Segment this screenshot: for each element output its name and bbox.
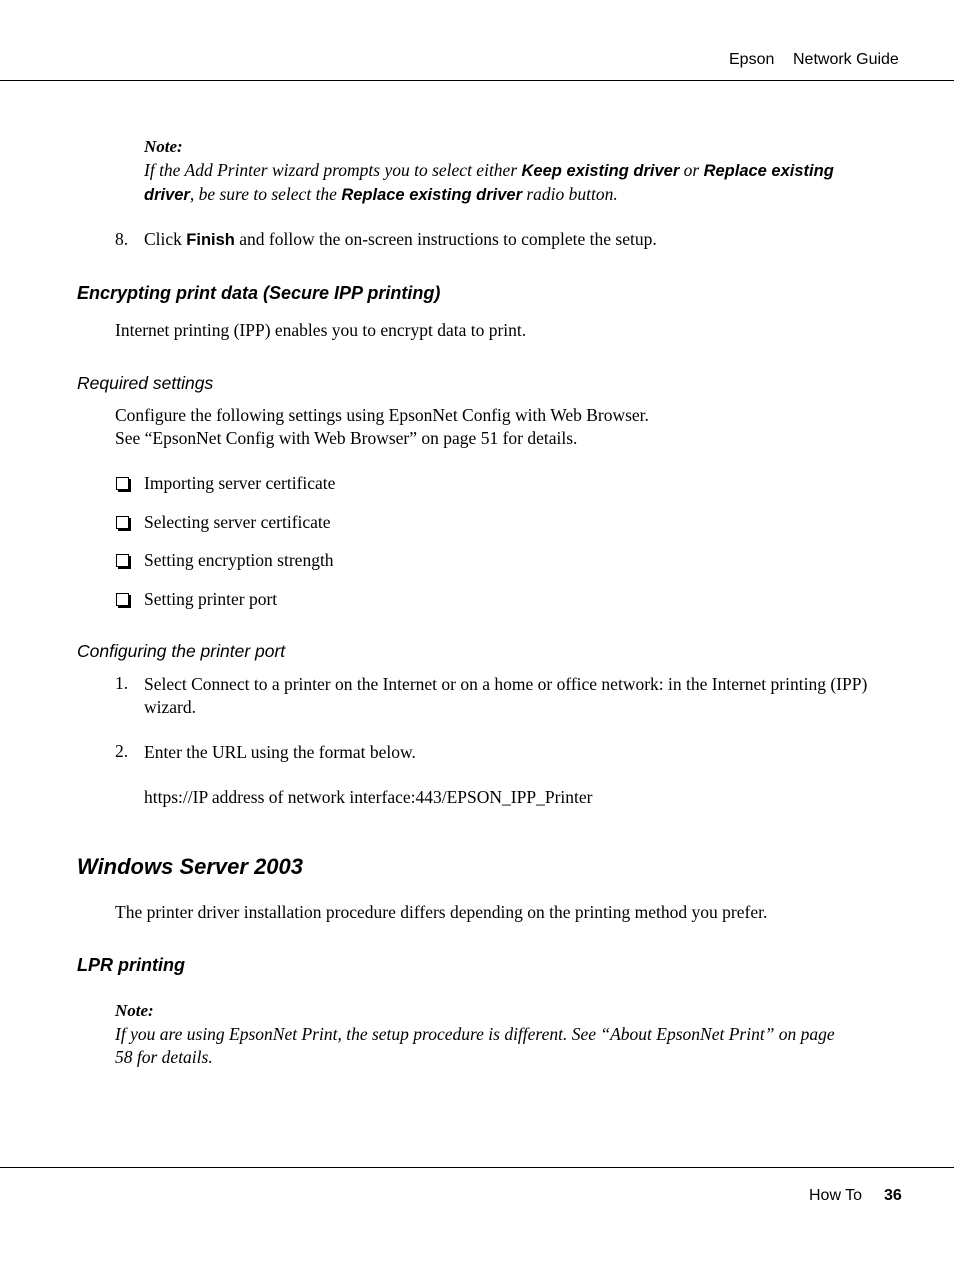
note-label: Note: [144,137,183,156]
note-text-part: radio button. [522,184,618,204]
note-text [144,159,884,207]
checkbox-bullet-icon [116,516,129,529]
step-8-text [144,228,904,252]
required-item: Setting printer port [144,589,278,609]
required-line-1: Configure the following settings using EpsonNet Config with Web Browser. [115,405,649,425]
subheading-required-settings: Required settings [77,373,214,393]
section-heading-ipp: Encrypting print data (Secure IPP printing) [77,283,441,303]
replace-existing-driver-term: Replace existing driver [341,186,522,204]
note-text-part: , be sure to select the [189,184,342,204]
step-number: 1. [115,673,129,693]
note-text-part: or [679,160,704,180]
checkbox-bullet-icon [116,593,129,606]
required-item: Selecting server certificate [144,512,331,532]
header-rule [0,80,954,81]
page-number: 36 [884,1187,902,1204]
step-number: 8. [115,229,129,249]
header-guide-title: Network Guide [793,51,899,68]
header-brand: Epson [729,51,775,68]
step-text-part: and follow the on-screen instructions to complete the setup. [234,229,657,249]
configuring-step-1: Select Connect to a printer on the Internet or on a home or office network: in the Internet printing (IPP) wizard. [144,674,868,717]
ws2003-intro: The printer driver installation procedure differs depending on the printing method you prefer. [115,902,768,922]
note-label: Note: [115,1001,154,1020]
required-line-2: See “EpsonNet Config with Web Browser” on page 51 for details. [115,428,578,448]
required-item: Importing server certificate [144,473,336,493]
checkbox-bullet-icon [116,477,129,490]
lpr-note-text: If you are using EpsonNet Print, the setup procedure is different. See “About EpsonNet Print” on page 58 for details. [115,1024,835,1067]
footer-rule [0,1167,954,1168]
footer-section: How To [809,1187,863,1204]
step-number: 2. [115,741,129,761]
section-heading-windows-server-2003: Windows Server 2003 [77,854,304,879]
finish-term: Finish [186,231,235,249]
ipp-url-format: https://IP address of network interface:443/EPSON_IPP_Printer [144,787,593,807]
note-text-part: If the Add Printer wizard prompts you to select either [144,160,522,180]
step-text-part: Click [144,229,187,249]
subheading-configuring-port: Configuring the printer port [77,641,286,661]
required-item: Setting encryption strength [144,550,334,570]
configuring-step-2: Enter the URL using the format below. [144,742,416,762]
ipp-intro: Internet printing (IPP) enables you to encrypt data to print. [115,320,527,340]
section-heading-lpr: LPR printing [77,955,185,975]
checkbox-bullet-icon [116,554,129,567]
replace-existing-driver-term: Replace existing driver [144,162,834,204]
keep-existing-driver-term: Keep existing driver [521,162,680,180]
